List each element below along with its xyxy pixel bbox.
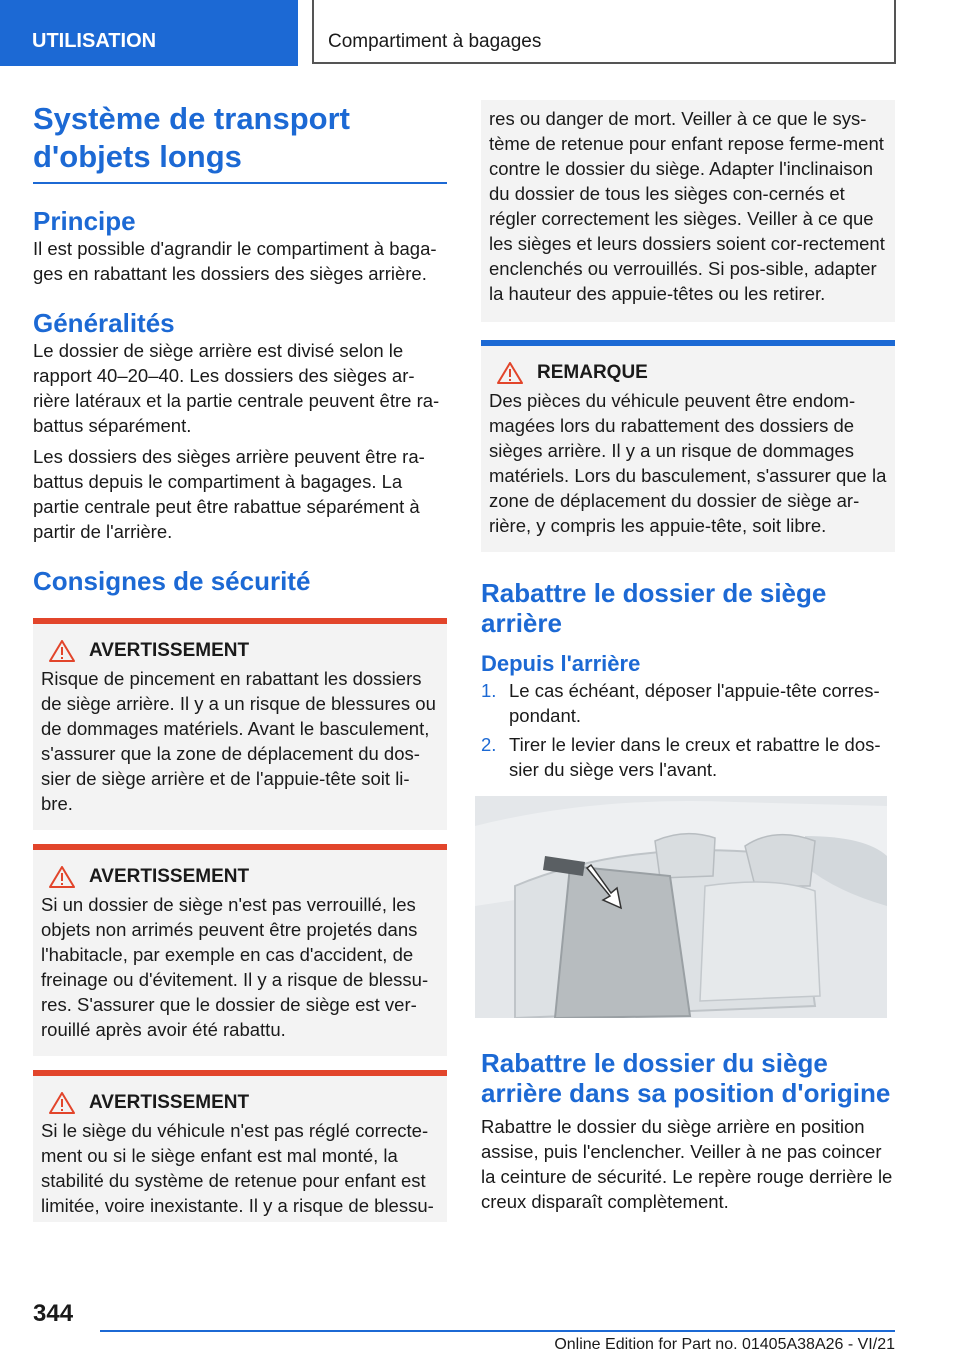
section-tab: UTILISATION [0,0,298,66]
warning-box-2 [33,844,447,1056]
generalites-text-2: Les dossiers des sièges arrière peuvent être ra-battus depuis le compartiment à bagages. La partie centrale peut être rabattue séparément à partir de l'arrière. [33,446,425,542]
warning-box-3-continued [481,100,895,322]
page-number: 344 [33,1300,74,1327]
heading-generalites: Généralités [33,308,175,338]
heading-consignes: Consignes de sécurité [33,566,311,596]
heading-origine: Rabattre le dossier du siège arrière dans sa position d'origine [481,1048,891,1108]
heading-principe: Principe [33,206,136,236]
seat-illustration [475,796,887,1018]
warning-triangle-icon [497,362,523,384]
remark-box [481,340,895,552]
page-header [0,0,960,66]
warning-text-1: Risque de pincement en rabattant les dossiers de siège arrière. Il y a un risque de blessures ou de dommages matériels. Avant le basculement, s'assurer que la zone de déplacement du dos-sier de siège arrière et de l'appuie-tête soit li-bre. [41,668,436,814]
warning-triangle-icon [49,640,75,662]
remark-label: REMARQUE [537,362,648,383]
principe-text: Il est possible d'agrandir le compartiment à baga-ges en rabattant les dossiers des sièges arrière. [33,238,437,284]
step-text: Le cas échéant, déposer l'appuie-tête corres-pondant. [509,680,880,726]
warning-box-3 [33,1070,447,1222]
edition-text: Online Edition for Part no. 01405A38A26 - VI/21 [554,1336,895,1353]
list-item [481,678,895,728]
left-column [33,100,447,1222]
step-text: Tirer le levier dans le creux et rabattre le dos-sier du siège vers l'avant. [509,734,881,780]
heading-rabattre: Rabattre le dossier de siège arrière [481,578,827,638]
remark-text: Des pièces du véhicule peuvent être endom-magées lors du rabattement des dossiers de sièges arrière. Il y a un risque de dommages matériels. Lors du basculement, s'assurer que la zone de déplacement du dossier de siège ar-rière, y compris les appuie-tête, soit libre. [489,390,887,536]
right-column [481,100,895,1214]
warning-label: AVERTISSEMENT [89,866,250,887]
steps-list [481,678,895,782]
warning-label: AVERTISSEMENT [89,640,250,661]
step-number: 1. [481,680,497,701]
warning-triangle-icon [49,1092,75,1114]
warning-label: AVERTISSEMENT [89,1092,250,1113]
list-item [481,732,895,782]
warning-text-2: Si un dossier de siège n'est pas verrouillé, les objets non arrimés peuvent être projetés dans l'habitacle, par exemple en cas d'accident, de freinage ou d'évitement. Il y a risque de blessu-res. S'assurer que le dossier de siège est ver-rouillé après avoir été rabattu. [41,894,429,1040]
warning-triangle-icon [49,866,75,888]
subheading-depuis-arriere: Depuis l'arrière [481,651,641,676]
rear-seat-image [475,796,887,1018]
generalites-text-1: Le dossier de siège arrière est divisé selon le rapport 40–20–40. Les dossiers des sièges ar-rière latéraux et la partie centrale peuvent être ra-battus séparément. [33,340,440,436]
topic-tab: Compartiment à bagages [312,0,896,64]
warning-text-3: Si le siège du véhicule n'est pas réglé correcte-ment ou si le siège enfant est mal monté, la stabilité du système de retenue pour enfant est limitée, voire inexistante. Il y a risque de blessu- [41,1120,434,1216]
step-number: 2. [481,734,497,755]
warning-continued-text: res ou danger de mort. Veiller à ce que le sys-tème de retenue pour enfant repose ferme-ment contre le dossier du siège. Adapter l'inclinaison du dossier de tous les sièges con-cernés et régler correctement les sièges. Veiller à ce que les sièges et leurs dossiers soient cor-rectement enclenchés ou verrouillés. Si pos-sible, adapter la hauteur des appuie-têtes ou les retirer. [489,108,885,304]
footer-divider [100,1330,895,1332]
origine-text: Rabattre le dossier du siège arrière en position assise, puis l'enclencher. Veiller à ne pas coincer la ceinture de sécurité. Le repère rouge derrière le creux disparaît complètement. [481,1116,893,1212]
page-title: Système de transport d'objets longs [33,100,447,184]
warning-box-1 [33,618,447,830]
